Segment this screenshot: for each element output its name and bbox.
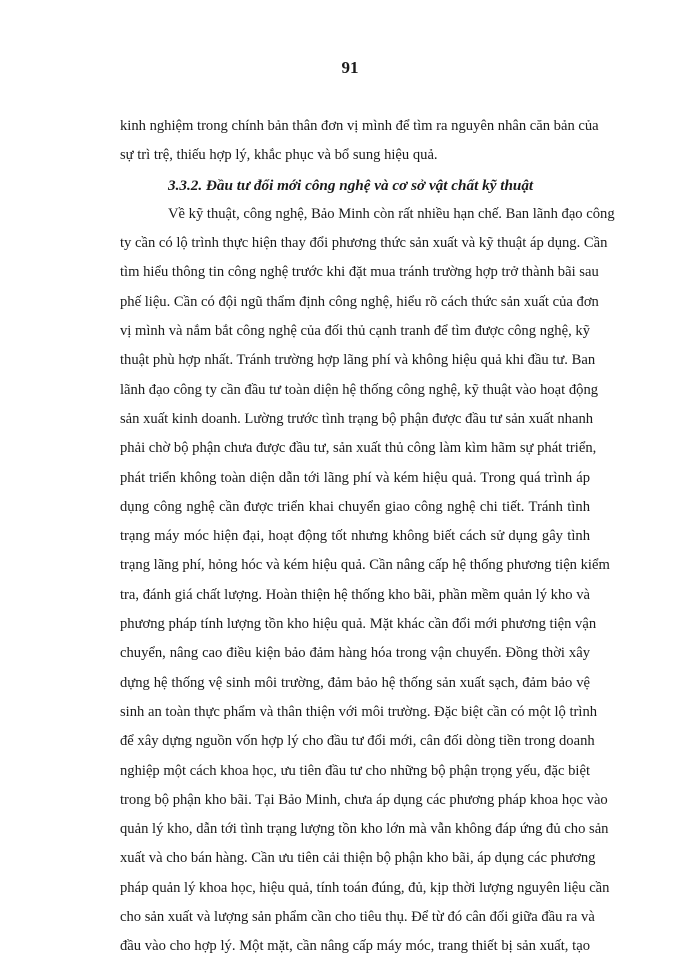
paragraph-line: đầu vào cho hợp lý. Một mặt, cần nâng cấp máy móc, trang thiết bị sản xuất, tạo	[120, 938, 590, 955]
paragraph-line: cho sản xuất và lượng sản phẩm cần cho tiêu thụ. Để từ đó cân đối giữa đầu ra và	[120, 909, 595, 926]
intro-line: sự trì trệ, thiếu hợp lý, khắc phục và bổ sung hiệu quả.	[120, 147, 438, 164]
paragraph-line: pháp quản lý khoa học, hiệu quả, tính toán đúng, đủ, kịp thời lượng nguyên liệu cần	[120, 879, 610, 896]
paragraph-line: phương pháp tính lượng tồn kho hiệu quả. Mặt khác cần đổi mới phương tiện vận	[120, 616, 597, 633]
page-number: 91	[341, 58, 359, 77]
paragraph-line: Về kỹ thuật, công nghệ, Bảo Minh còn rất nhiều hạn chế. Ban lãnh đạo công	[168, 205, 615, 222]
paragraph-line: lãnh đạo công ty cần đầu tư toàn diện hệ thống công nghệ, kỹ thuật vào hoạt động	[120, 381, 599, 398]
paragraph-line: sản xuất kinh doanh. Lường trước tình trạng bộ phận được đầu tư sản xuất nhanh	[120, 410, 594, 427]
section-heading: 3.3.2. Đầu tư đổi mới công nghệ và cơ sở vật chất kỹ thuật	[168, 176, 534, 194]
paragraph-line: để xây dựng nguồn vốn hợp lý cho đầu tư đổi mới, cân đối dòng tiền trong doanh	[120, 733, 595, 750]
paragraph-line: ty cần có lộ trình thực hiện thay đổi phương thức sản xuất và kỹ thuật áp dụng. Cần	[120, 235, 608, 252]
paragraph-line: thuật phù hợp nhất. Tránh trường hợp lãng phí và không hiệu quả khi đầu tư. Ban	[120, 352, 596, 369]
paragraph-line: trạng máy móc hiện đại, hoạt động tốt nhưng không biết cách sử dụng gây tình	[120, 528, 590, 545]
paragraph-line: chuyển, nâng cao điều kiện bảo đảm hàng hóa trong vận chuyển. Đồng thời xây	[120, 645, 590, 662]
intro-line: kinh nghiệm trong chính bản thân đơn vị mình để tìm ra nguyên nhân căn bản của	[120, 118, 599, 134]
paragraph-line: xuất và cho bán hàng. Cần ưu tiên cải thiện bộ phận kho bãi, áp dụng các phương	[120, 850, 596, 867]
paragraph-line: dựng hệ thống vệ sinh môi trường, đảm bảo hệ thống sản xuất sạch, đảm bảo vệ	[120, 674, 590, 691]
paragraph-line: phát triển không toàn diện dẫn tới lãng phí và kém hiệu quả. Trong quá trình áp	[120, 469, 590, 486]
paragraph-line: dụng công nghệ cần được triển khai chuyển giao công nghệ chi tiết. Tránh tình	[120, 498, 590, 515]
paragraph-line: trạng lãng phí, hỏng hóc và kém hiệu quả. Cần nâng cấp hệ thống phương tiện kiểm	[120, 557, 610, 574]
body-text	[120, 112, 615, 962]
paragraph-line: tìm hiểu thông tin công nghệ trước khi đặt mua tránh trường hợp trở thành bãi sau	[120, 264, 599, 281]
paragraph-line: quản lý kho, dẫn tới tình trạng lượng tồn kho lớn mà vẫn không đáp ứng đủ cho sản	[120, 821, 609, 838]
paragraph-line: phải chờ bộ phận chưa được đầu tư, sản xuất thủ công làm kìm hãm sự phát triển,	[120, 440, 597, 457]
paragraph-line: tra, đánh giá chất lượng. Hoàn thiện hệ thống kho bãi, phần mềm quản lý kho và	[120, 586, 590, 603]
paragraph-line: sinh an toàn thực phẩm và thân thiện với môi trường. Đặc biệt cần có một lộ trình	[120, 703, 598, 720]
paragraph-line: phế liệu. Cần có đội ngũ thẩm định công nghệ, hiểu rõ cách thức sản xuất của đơn	[120, 293, 599, 310]
paragraph-line: vị mình và nắm bắt công nghệ của đối thủ cạnh tranh để tìm được công nghệ, kỹ	[120, 323, 590, 340]
paragraph-line: nghiệp một cách khoa học, ưu tiên đầu tư cho những bộ phận trọng yếu, đặc biệt	[120, 762, 590, 779]
paragraph-line: trong bộ phận kho bãi. Tại Bảo Minh, chưa áp dụng các phương pháp khoa học vào	[120, 791, 608, 808]
